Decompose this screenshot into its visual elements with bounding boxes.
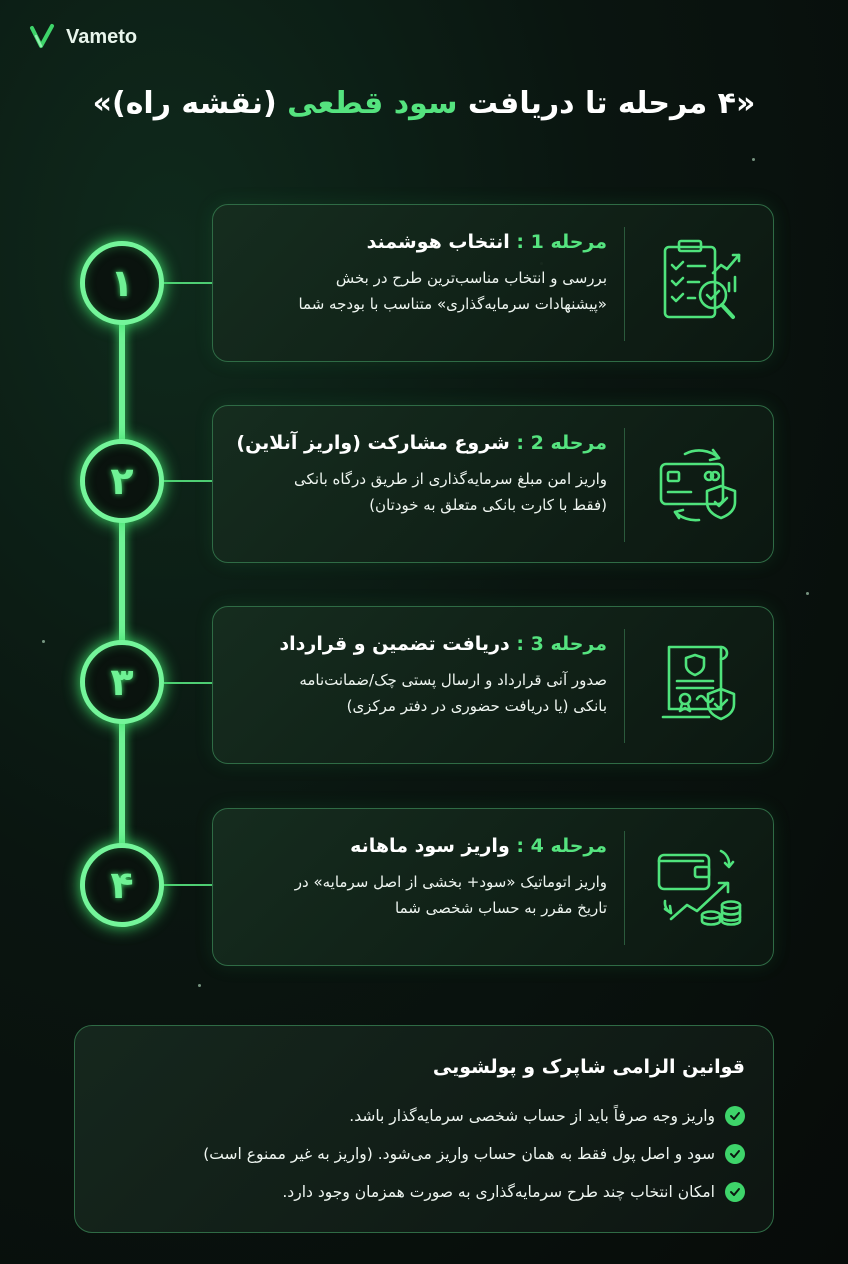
star-decoration [42,640,45,643]
brand-name: Vameto [66,25,138,48]
check-icon [725,1144,745,1164]
wallet-coins-growth-icon [651,839,747,935]
check-icon [725,1182,745,1202]
star-decoration [752,158,755,161]
step-4-label: مرحله 4 : [516,835,607,857]
step-3-circle: ۳ [80,640,164,724]
card-divider [624,629,625,743]
step-connector [164,282,214,284]
step-3-description: صدور آنی قرارداد و ارسال پستی چک/ضمانت‌نامه بانکی (یا دریافت حضوری در دفتر مرکزی) [299,671,607,715]
rules-box [74,1025,774,1233]
step-3-label: مرحله 3 : [516,633,607,655]
step-4-title: واریز سود ماهانه [350,835,517,857]
card-divider [624,831,625,945]
step-1-title: انتخاب هوشمند [366,231,517,253]
step-1-label: مرحله 1 : [516,231,607,253]
timeline-line [119,290,125,890]
check-icon [725,1106,745,1126]
rule-text: واریز وجه صرفاً باید از حساب شخصی سرمایه‌گذار باشد. [349,1107,715,1125]
step-2-description: واریز امن مبلغ سرمایه‌گذاری از طریق درگاه بانکی (فقط با کارت بانکی متعلق به خودتان) [294,470,607,514]
step-4-heading [227,835,607,857]
page-title [0,86,848,121]
step-2-heading [227,432,607,454]
step-2-circle: ۲ [80,439,164,523]
contract-shield-icon [651,637,747,733]
step-3-title: دریافت تضمین و قرارداد [279,633,517,655]
step-3-heading [227,633,607,655]
step-2-card [212,405,774,563]
step-1-text [227,231,607,317]
title-suffix: (نقشه راه)» [92,86,288,121]
step-2-label: مرحله 2 : [516,432,607,454]
step-1-circle: ۱ [80,241,164,325]
step-1-card [212,204,774,362]
step-connector [164,682,214,684]
title-prefix: «۴ مرحله تا دریافت [457,86,756,121]
rule-item [282,1182,745,1202]
step-connector [164,480,214,482]
step-2-title: شروع مشارکت (واریز آنلاین) [236,432,517,454]
title-accent: سود قطعی [287,86,458,121]
step-1-heading [227,231,607,253]
brand-logo [28,22,137,52]
credit-card-shield-icon [651,436,747,532]
star-decoration [198,984,201,987]
step-3-text [227,633,607,719]
clipboard-checklist-icon [651,235,747,331]
logo-v-icon [28,22,58,52]
step-3-card [212,606,774,764]
step-connector [164,884,214,886]
card-divider [624,428,625,542]
card-divider [624,227,625,341]
rule-text: امکان انتخاب چند طرح سرمایه‌گذاری به صورت همزمان وجود دارد. [282,1183,715,1201]
rule-item [203,1144,745,1164]
step-4-text [227,835,607,921]
step-4-card [212,808,774,966]
step-4-description: واریز اتوماتیک «سود+ بخشی از اصل سرمایه» در تاریخ مقرر به حساب شخصی شما [294,873,607,917]
step-1-description: بررسی و انتخاب مناسب‌ترین طرح در بخش «پیشنهادات سرمایه‌گذاری» متناسب با بودجه شما [298,269,607,313]
rule-item [349,1106,745,1126]
star-decoration [806,592,809,595]
step-4-circle: ۴ [80,843,164,927]
rules-title: قوانین الزامی شاپرک و پولشویی [432,1056,745,1078]
rule-text: سود و اصل پول فقط به همان حساب واریز می‌شود. (واریز به غیر ممنوع است) [203,1145,715,1163]
step-2-text [227,432,607,518]
